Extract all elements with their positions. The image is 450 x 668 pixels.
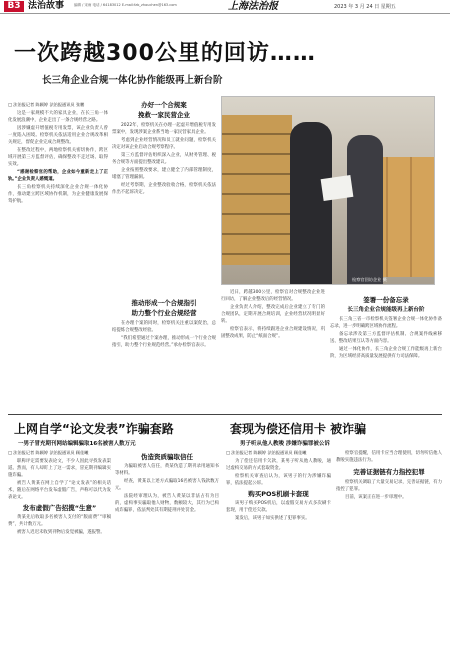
paragraph: 检察官表示，将持续跟进企业合规建设情况，巩固整改成果，防止“纸面合规”。 [221,327,325,339]
page-subtitle: 长三角企业合规一体化协作能级再上新台阶 [42,75,223,86]
paragraph: 因涉嫌虚开增值税专用发票，该企业负责人曾一度陷入困境。检察机关依法适用企业合规改革相关规定，督促企业完成合规整改。 [8,126,108,145]
lead-column-4 [330,316,442,412]
section-name: 法治故事 [28,1,65,11]
paragraph: 该男子购买POS机后，以虚假交易方式多次刷卡套现，用于偿还欠款。 [226,501,331,513]
section-heading: 购买POS机刷卡套现 [248,490,309,498]
section-subheading: 长三角企业合规能级再上新台阶 [347,307,425,313]
lead-column-1 [8,102,108,412]
paragraph: 在办理个案的同时，检察机关注重以案促治，总结提炼合规整改经验。 [112,321,216,333]
paragraph: “我们希望通过个案办理，推动形成一个行业合规指引，助力整个行业规范经营。”承办检察官表示。 [112,336,216,348]
paragraph: 为骗取被害人信任，黄某伪造了期刊录用通知书等材料。 [115,464,219,476]
lead-column-2b [112,320,216,412]
paragraph: 被害人迟迟未收到刊物后发觉被骗，遂报警。 [17,530,105,535]
issue-date: 2023 年 3 月 24 日 星期五 [334,4,396,10]
paragraph: 目前，该案正在进一步审理中。 [345,495,407,500]
paragraph: 企业按照整改要求，建立健全了内部管理制度，堵塞了管理漏洞。 [112,168,216,180]
paragraph: 这是一家规模不大的家具企业，在长三角一体化发展浪潮中，企业走出了一条合规经营之路。 [8,111,108,123]
page-title: 一次跨越300公里的回访…… [14,41,316,66]
story2-title: 上网自学“论文发表”诈骗套路 [14,422,174,436]
story3-column-1 [226,450,331,664]
paragraph: 长三角检察机关持续深化企业合规一体化协作，推动建立跨区域协作机制，为企业健康发展保驾护航。 [8,185,108,204]
paragraph: 案发后，该男子如实供述了犯罪事实。 [235,516,310,521]
paragraph: 被告人黄某在网上自学了“论文发表”的相关话术，随后在网络平台发布虚假广告，声称可以代为发表论文。 [8,481,111,500]
story2-column-1 [8,450,111,664]
story3-subtitle: 男子听从他人教唆 涉嫌诈骗罪被公诉 [240,441,330,447]
story2-subtitle: 一男子冒充期刊网站编辑骗取16名被害人数万元 [18,441,136,447]
newspaper-logo: 上海法治报 [228,1,278,12]
section-heading: 推动形成一个合规指引 [131,299,197,307]
story3-title: 套现为偿还信用卡 被诈骗 [230,422,367,436]
paragraph: 职称评定需要发表论文，不少人因此寻找发表渠道。然而，有人却盯上了这一需求，冒充期刊编辑实施诈骗。 [8,459,111,478]
section-subheading: 挽救一家民营企业 [138,111,190,119]
paragraph: 为了偿还信用卡欠款，某男子听从他人教唆，通过虚构交易的方式套取资金。 [226,459,331,471]
paragraph: 检察机关调取了大量交易记录，完善证据链，有力指控了犯罪。 [336,480,442,492]
lead-column-2 [112,122,216,297]
editor-info: 编辑 / 宋雨 电话 / 64183012 E-mail:fzb_zhouchen@163.com [74,3,177,7]
byline: □ 法治报记者 陈颖婷 法治报通讯员 顾佳曦 [226,450,307,455]
lead-column-3 [221,289,325,412]
section-divider [8,414,442,415]
masthead [0,0,450,14]
paragraph: 经过考察期，企业整改验收合格，检察机关依法作出不起诉决定。 [112,183,216,195]
story3-column-2 [336,450,442,664]
section-heading: 伪造资质骗取信任 [141,453,193,461]
paragraph: 近日，跨越300公里，检察官对合规整改企业进行回访，了解企业整改后的经营情况。 [221,290,325,302]
paragraph: 法院经审理认为，被告人黄某以非法占有为目的，虚构事实骗取他人财物，数额较大，其行为已构成诈骗罪，依法判处其有期徒刑并处罚金。 [115,494,219,513]
section-heading: 发布虚假广告招揽“生意” [22,504,97,512]
paragraph: 长三角三省一市检察机关签署企业合规一体化协作备忘录，进一步明确跨区域协作流程。 [330,317,442,329]
page-number: B3 [4,1,24,12]
section-subheading: 助力整个行业合规经营 [131,309,197,317]
byline: □ 法治报记者 陈颖婷 法治报通讯员 张鹏 [8,102,85,107]
paragraph: 检察官提醒，信用卡应当合理使用，切勿听信他人教唆实施违法行为。 [336,451,442,463]
quote-paragraph: “感谢检察官的帮助，企业如今重新走上了正轨。”企业负责人感慨道。 [8,170,108,182]
story2-column-2 [115,463,219,664]
paragraph: 2022年，检察机关在办理一起虚开增值税专用发票案中，发现涉案企业系当地一家民营家具企业。 [112,123,216,135]
paragraph: 在整改过程中，两地检察机关密切协作，跨区域开展第三方监督评估，确保整改不走过场、取得实效。 [8,148,108,167]
paragraph: 经查，黄某以上述方式骗取16名被害人钱款数万元。 [115,479,219,491]
paragraph: 黄某先后收取多名被害人支付的“版面费”“审稿费”，共计数万元。 [8,515,111,527]
paragraph: 考虑到企业经营情况和员工就业问题，检察机关决定对该企业启动合规考察程序。 [112,138,216,150]
paragraph: 通过一体化协作，长三角企业合规工作能级再上新台阶，为区域经济高质量发展提供有力司法保障。 [330,347,442,359]
paragraph: 检察机关审查后认为，该男子的行为涉嫌诈骗罪，依法提起公诉。 [226,474,331,486]
paragraph: 企业负责人介绍，整改完成后企业建立了专门的合规团队，定期开展合规培训，企业经营状况明显好转。 [221,305,325,324]
section-heading: 完善证据链有力指控犯罪 [353,468,425,476]
paragraph: 第三方监督评估组织深入企业，从财务管理、税务合规等方面提出整改建议。 [112,153,216,165]
photo-caption: 检察官回访企业 摄 [352,277,387,282]
byline: □ 法治报记者 陈颖婷 法治报通讯员 顾佳曦 [8,450,89,455]
paragraph: 备忘录涉及第三方监督评估机制、合规案件线索移送、整改结果互认等方面内容。 [330,332,442,344]
news-photo [221,96,435,285]
section-heading: 办好一个合规案 [141,101,187,109]
section-heading: 签署一份备忘录 [363,296,409,304]
